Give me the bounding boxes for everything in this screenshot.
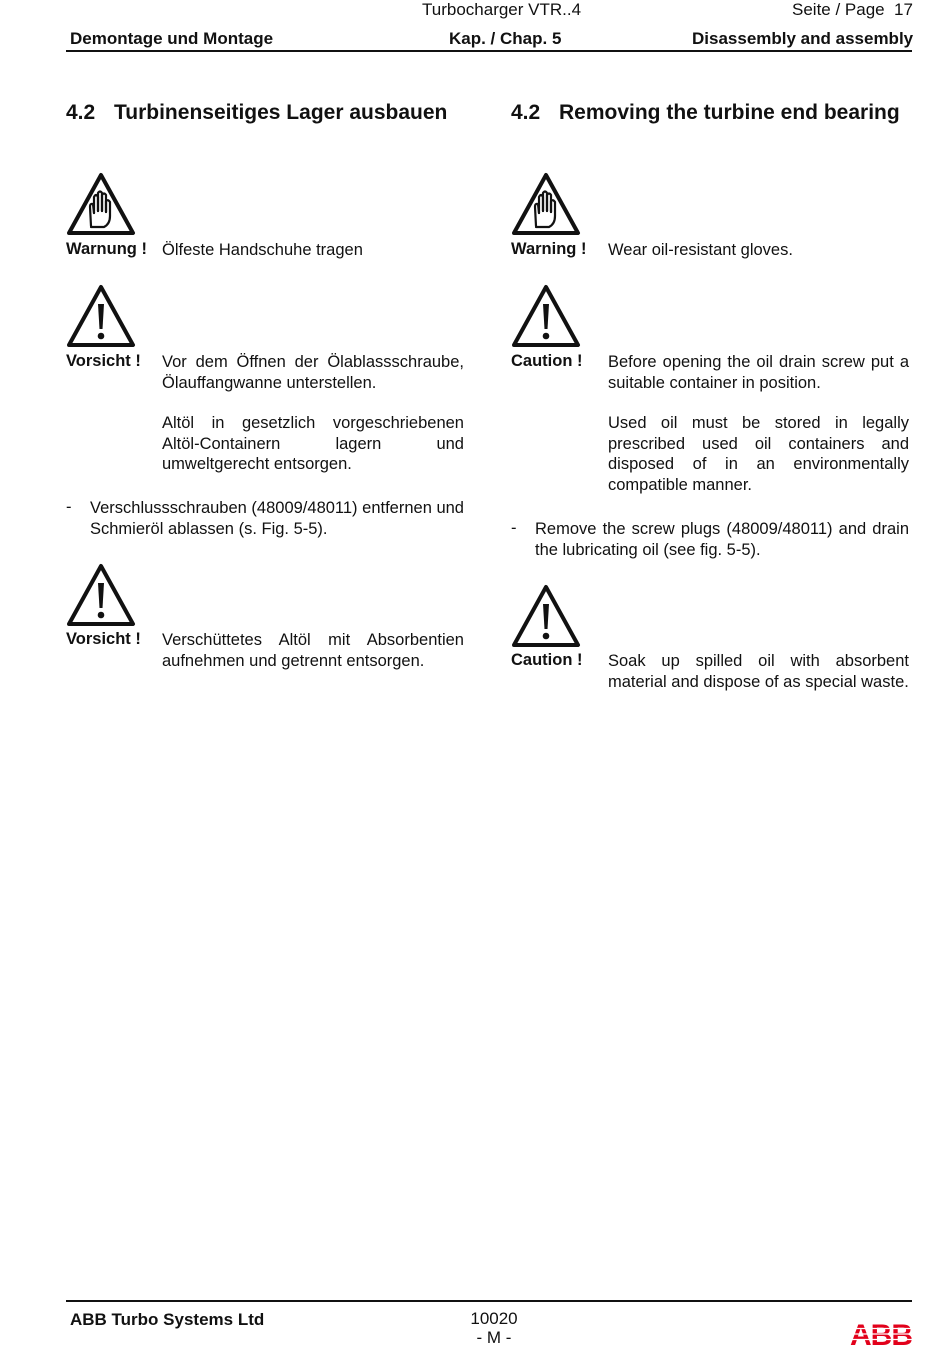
page-number: 17: [894, 0, 913, 19]
page-title-de: [66, 101, 447, 125]
caution-text-en-2: Used oil must be stored in legally prescribed used oil containers and disposed of in an environmentally compatible manner.: [608, 414, 909, 494]
page-label: Seite / Page: [792, 0, 885, 19]
caution-icon-de-1: [66, 284, 136, 348]
step-bullet-en: -: [511, 519, 517, 537]
caution-label-en-1: Caution !: [511, 352, 583, 370]
document-id: [440, 1309, 548, 1347]
product-name: Turbocharger VTR..4: [422, 0, 582, 19]
abb-logo: [850, 1320, 912, 1353]
step-text-de: Verschlussschrauben (48009/48011) entfernen und Schmieröl ablassen (s. Fig. 5-5).: [90, 499, 464, 538]
caution-text-de-2: Altöl in gesetzlich vorgeschriebenen Altöl-Containern lagern und umweltgerecht entsorgen.: [162, 414, 464, 473]
caution-text-de-1: Vor dem Öffnen der Ölablassschraube, Ölauffangwanne unterstellen.: [162, 353, 464, 392]
section-title-en: Disassembly and assembly: [692, 29, 914, 48]
doc-number: 10020: [470, 1309, 518, 1328]
revision: - M -: [476, 1328, 512, 1347]
abb-logo-text: ABB: [850, 1320, 912, 1348]
step-text-en: Remove the screw plugs (48009/48011) and drain the lubricating oil (see fig. 5-5).: [535, 520, 909, 559]
caution-label-en-3: Caution !: [511, 651, 583, 669]
caution-label-de-1: Vorsicht !: [66, 352, 141, 370]
page-title-en: [511, 101, 900, 125]
caution-icon-en-1: [511, 284, 581, 348]
caution-text-en-1: Before opening the oil drain screw put a suitable container in position.: [608, 353, 909, 392]
section-title-de: Demontage und Montage: [70, 29, 274, 48]
step-bullet-de: -: [66, 498, 72, 516]
caution-text-en-3: Soak up spilled oil with absorbent material and dispose of as special waste.: [608, 652, 909, 691]
title-text-en: Removing the turbine end bearing: [559, 101, 900, 124]
chapter-label: Kap. / Chap. 5: [449, 29, 562, 48]
header-rule: [66, 50, 912, 52]
glove-warning-icon: [511, 172, 581, 236]
warning-label-de: Warnung !: [66, 240, 147, 258]
caution-text-de-3: Verschüttetes Altöl mit Absorbentien aufnehmen und getrennt entsorgen.: [162, 631, 464, 670]
footer-rule: [66, 1300, 912, 1302]
caution-icon-en-2: [511, 584, 581, 648]
title-text-de: Turbinenseitiges Lager ausbauen: [114, 101, 448, 124]
caution-icon-de-2: [66, 563, 136, 627]
warning-label-en: Warning !: [511, 240, 587, 258]
warning-text-en: Wear oil-resistant gloves.: [608, 241, 793, 259]
caution-label-de-3: Vorsicht !: [66, 630, 141, 648]
glove-warning-icon: [66, 172, 136, 236]
company-name: ABB Turbo Systems Ltd: [70, 1310, 265, 1329]
title-number-de: 4.2: [66, 101, 96, 124]
title-number-en: 4.2: [511, 101, 541, 124]
warning-text-de: Ölfeste Handschuhe tragen: [162, 241, 363, 259]
